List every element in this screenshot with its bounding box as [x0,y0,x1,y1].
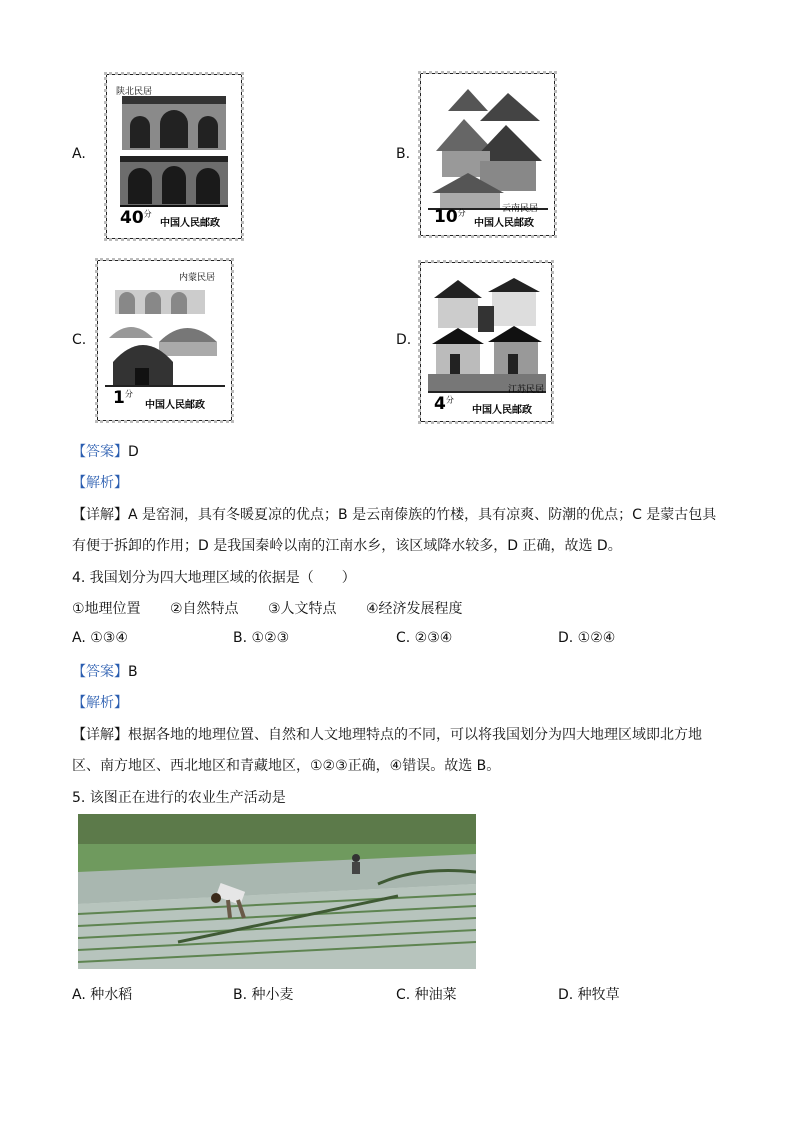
option-c-label: C. [72,332,87,348]
detail-tag: 【详解】 [72,727,128,743]
stamp-d-value: $4^分$ [434,394,454,414]
stamp-c-value: $1^分$ [113,388,133,408]
q4-option-b: B. ①②③ [233,630,290,646]
stamp-b [420,73,555,236]
q4-option-d: D. ①②④ [558,630,616,646]
stamp-d-post: 中国人民邮政 [472,405,532,416]
q4-detail-line-2: 区、南方地区、西北地区和青藏地区，①②③正确，④错误。故选 B。 [72,758,501,774]
analysis-tag: 【解析】 [72,695,128,711]
analysis-tag: 【解析】 [72,475,128,491]
detail-text: A 是窑洞，具有冬暖夏凉的优点；B 是云南傣族的竹楼，具有凉爽、防潮的优点；C 是蒙古包具 [128,507,717,523]
stamp-d [420,262,552,422]
q4-option-c: C. ②③④ [396,630,453,646]
q3-detail-line-2: 有便于拆卸的作用；D 是我国秦岭以南的江南水乡，该区域降水较多，D 正确，故选 D。 [72,538,622,554]
stamp-a [106,74,242,239]
rice-planting-photo [78,814,476,969]
stamp-c [97,260,232,421]
q3-answer [72,441,139,461]
q4-item-1: ①地理位置 [72,601,141,617]
q4-analysis-tag [72,692,128,712]
stamp-b-post: 中国人民邮政 [474,218,534,229]
option-a-label: A. [72,146,86,162]
q4-item-4: ④经济发展程度 [366,601,463,617]
stamp-d-caption: 江苏民居 [508,385,545,395]
stamp-a-post: 中国人民邮政 [160,218,220,229]
q4-item-3: ③人文特点 [268,601,337,617]
q3-analysis-tag [72,472,128,492]
q5-option-c: C. 种油菜 [396,987,457,1003]
answer-tag: 【答案】 [72,664,128,680]
q5-option-b: B. 种小麦 [233,987,294,1003]
rice-paddy-photo-illustration [78,814,476,969]
q4-detail-line-1 [72,724,702,744]
q4-item-2: ②自然特点 [170,601,239,617]
stamp-b-caption: 云南民居 [502,204,539,214]
q4-option-a: A. ①③④ [72,630,128,646]
q5-option-d: D. 种牧草 [558,987,620,1003]
stamp-a-caption: 陕北民居 [116,87,153,97]
q5-option-a: A. 种水稻 [72,987,133,1003]
stamp-b-value: $10^分$ [434,207,466,227]
stamp-a-value: $40^分$ [120,208,152,228]
detail-tag: 【详解】 [72,507,128,523]
stamp-c-post: 中国人民邮政 [145,400,205,411]
option-b-label: B. [396,146,411,162]
detail-text: 根据各地的地理位置、自然和人文地理特点的不同，可以将我国划分为四大地理区域即北方地 [128,727,702,743]
option-d-label: D. [396,332,412,348]
q3-detail-line-1 [72,504,716,524]
stamp-c-caption: 内蒙民居 [179,273,216,283]
q5-stem: 5. 该图正在进行的农业生产活动是 [72,790,286,806]
answer-tag: 【答案】 [72,444,128,460]
q4-answer [72,661,138,681]
answer-value: B [128,664,138,680]
answer-value: D [128,444,139,460]
q4-stem: 4. 我国划分为四大地理区域的依据是（ ） [72,570,356,586]
